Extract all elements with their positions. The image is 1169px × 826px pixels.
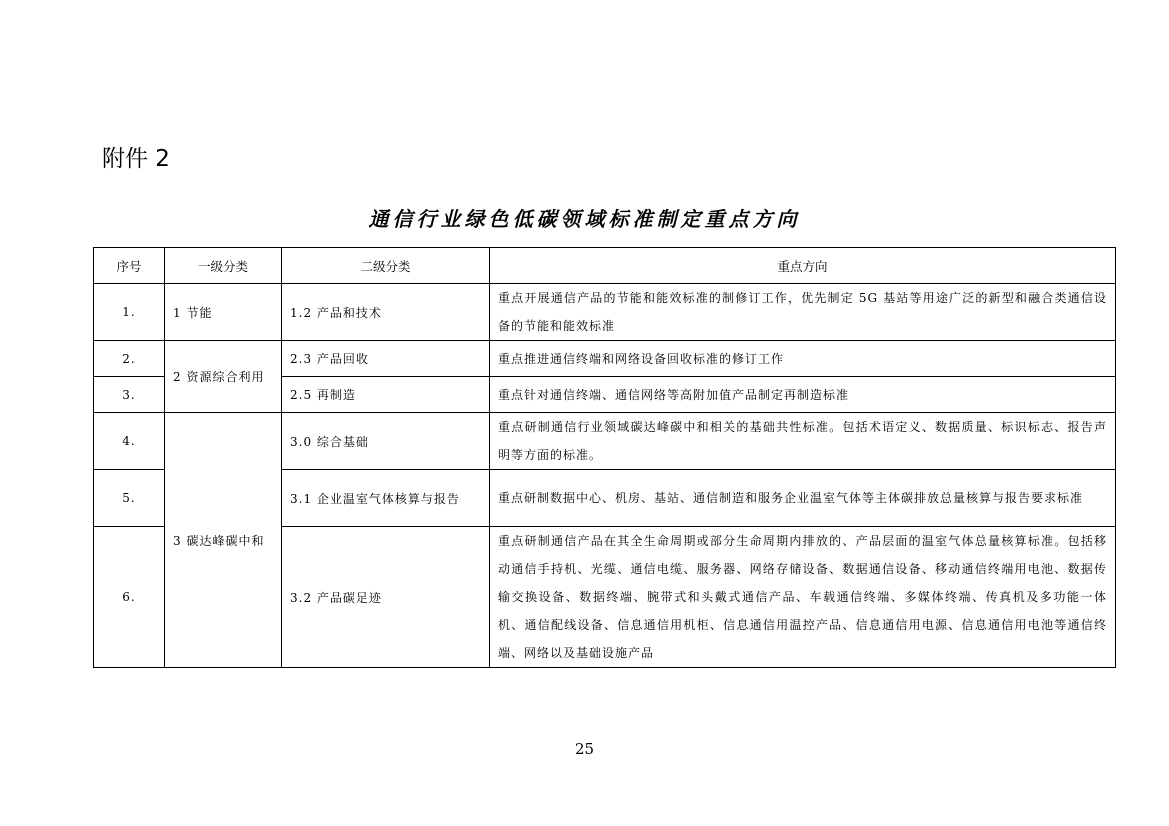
row-number: 3.: [94, 377, 165, 413]
row-focus: 重点推进通信终端和网络设备回收标准的修订工作: [490, 341, 1116, 377]
row-focus: 重点研制通信产品在其全生命周期或部分生命周期内排放的、产品层面的温室气体总量核算标准。包括移动通信手持机、光缆、通信电缆、服务器、网络存储设备、数据通信设备、移动通信终端用电池、数据传输交换设备、数据终端、腕带式和头戴式通信产品、车载通信终端、多媒体终端、传真机及多功能一体机、通信配线设备、信息通信用机柜、信息通信用温控产品、信息通信用电源、信息通信用电池等通信终端、网络以及基础设施产品: [490, 527, 1116, 668]
table-header-row: [94, 248, 1116, 284]
standards-table: [93, 247, 1116, 668]
table-row: [94, 413, 1116, 470]
document-title: 通信行业绿色低碳领域标准制定重点方向: [368, 207, 801, 231]
attachment-label: 附件 2: [102, 146, 170, 172]
header-focus: 重点方向: [490, 248, 1116, 284]
row-focus: 重点开展通信产品的节能和能效标准的制修订工作，优先制定 5G 基站等用途广泛的新型和融合类通信设备的节能和能效标准: [490, 284, 1116, 341]
table-row: [94, 341, 1116, 377]
row-number: 5.: [94, 470, 165, 527]
row-level2: 3.2 产品碳足迹: [282, 527, 490, 668]
header-level2: 二级分类: [282, 248, 490, 284]
row-level1: 2 资源综合利用: [165, 341, 282, 413]
page-number: 25: [574, 740, 595, 758]
header-level1: 一级分类: [165, 248, 282, 284]
row-level2: 1.2 产品和技术: [282, 284, 490, 341]
header-number: 序号: [94, 248, 165, 284]
row-level2: 2.3 产品回收: [282, 341, 490, 377]
row-focus: 重点研制数据中心、机房、基站、通信制造和服务企业温室气体等主体碳排放总量核算与报告要求标准: [490, 470, 1116, 527]
row-level1: 3 碳达峰碳中和: [165, 413, 282, 668]
row-number: 6.: [94, 527, 165, 668]
row-number: 2.: [94, 341, 165, 377]
row-level1: 1 节能: [165, 284, 282, 341]
row-number: 1.: [94, 284, 165, 341]
row-level2: 3.0 综合基础: [282, 413, 490, 470]
row-level2: 2.5 再制造: [282, 377, 490, 413]
table-row: [94, 284, 1116, 341]
row-focus: 重点针对通信终端、通信网络等高附加值产品制定再制造标准: [490, 377, 1116, 413]
row-number: 4.: [94, 413, 165, 470]
row-focus: 重点研制通信行业领域碳达峰碳中和相关的基础共性标准。包括术语定义、数据质量、标识标志、报告声明等方面的标准。: [490, 413, 1116, 470]
row-level2: 3.1 企业温室气体核算与报告: [282, 470, 490, 527]
